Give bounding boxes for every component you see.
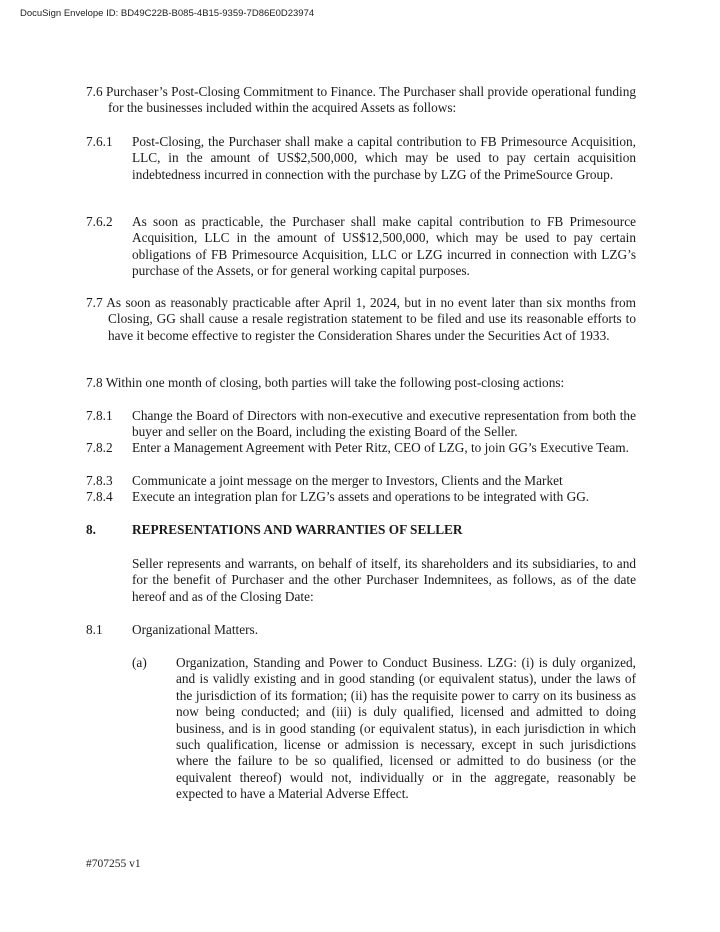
section-number: 8.1	[86, 622, 103, 637]
section-7-6-1	[86, 134, 636, 183]
section-number: 7.8.4	[86, 489, 113, 504]
document-footer-id: #707255 v1	[86, 858, 141, 870]
section-text: Enter a Management Agreement with Peter Ritz, CEO of LZG, to join GG’s Executive Team.	[132, 440, 629, 455]
section-text: Execute an integration plan for LZG’s assets and operations to be integrated with GG.	[132, 489, 590, 504]
section-title: REPRESENTATIONS AND WARRANTIES OF SELLER	[132, 522, 463, 537]
section-number: (a)	[132, 655, 147, 670]
section-number: 7.8.2	[86, 440, 113, 455]
section-7-6-2	[86, 214, 636, 280]
section-7-8-2	[86, 440, 636, 456]
section-7-8: 7.8 Within one month of closing, both parties will take the following post-closing actions:	[86, 375, 565, 390]
section-text: Post-Closing, the Purchaser shall make a capital contribution to FB Primesource Acquisition, LLC, in the amount of US$2,500,000, which may be used to pay certain acquisition indebtedness incurred in connection with the purchase by LZG of the PrimeSource Group.	[132, 134, 636, 182]
section-7-8-1	[86, 408, 636, 441]
docusign-envelope-id: DocuSign Envelope ID: BD49C22B-B085-4B15-9359-7D86E0D23974	[20, 8, 315, 19]
section-7-8-4	[86, 489, 636, 505]
section-text: Change the Board of Directors with non-executive and executive representation from both the buyer and seller on the Board, including the existing Board of the Seller.	[132, 408, 636, 440]
section-8-intro: Seller represents and warrants, on behalf of itself, its shareholders and its subsidiaries, to and for the benefit of Purchaser and the other Purchaser Indemnitees, as follows, as of the date hereof and as of the Closing Date:	[132, 556, 636, 604]
section-number: 8.	[86, 522, 96, 537]
section-text: Organizational Matters.	[132, 622, 259, 637]
section-text: As soon as practicable, the Purchaser shall make capital contribution to FB Primesource Acquisition, LLC in the amount of US$12,500,000, which may be used to pay certain obligations of FB Primesource Acquisition, LLC or LZG incurred in connection with LZG’s purchase of the Assets, or for general working capital purposes.	[132, 214, 636, 279]
section-text: Communicate a joint message on the merger to Investors, Clients and the Market	[132, 473, 563, 488]
section-8-heading	[86, 522, 636, 538]
section-number: 7.8.1	[86, 408, 113, 423]
section-7-6: 7.6 Purchaser’s Post-Closing Commitment to Finance. The Purchaser shall provide operational funding for the businesses included within the acquired Assets as follows:	[86, 84, 636, 116]
section-text: Organization, Standing and Power to Conduct Business. LZG: (i) is duly organized, and is validly existing and in good standing (or equivalent status), under the laws of the jurisdiction of its formation; (ii) has the requisite power to carry on its business as now being conducted; and (iii) is duly qualified, licensed and admitted to doing business, and is in good standing (or equivalent status), in each jurisdiction in which such qualification, license or admission is necessary, except in such jurisdictions where the failure to be so qualified, licensed or admitted to do business (or the equivalent thereof) would not, individually or in the aggregate, reasonably be expected to have a Material Adverse Effect.	[176, 655, 636, 802]
section-7-7: 7.7 As soon as reasonably practicable after April 1, 2024, but in no event later than six months from Closing, GG shall cause a resale registration statement to be filed and use its reasonable efforts to have it become effective to register the Consideration Shares under the Securities Act of 1933.	[86, 295, 636, 343]
section-8-1	[86, 622, 636, 638]
section-7-8-3	[86, 473, 636, 489]
section-number: 7.6.2	[86, 214, 113, 229]
section-number: 7.8.3	[86, 473, 113, 488]
section-8-1-a	[86, 655, 636, 803]
section-number: 7.6.1	[86, 134, 113, 149]
